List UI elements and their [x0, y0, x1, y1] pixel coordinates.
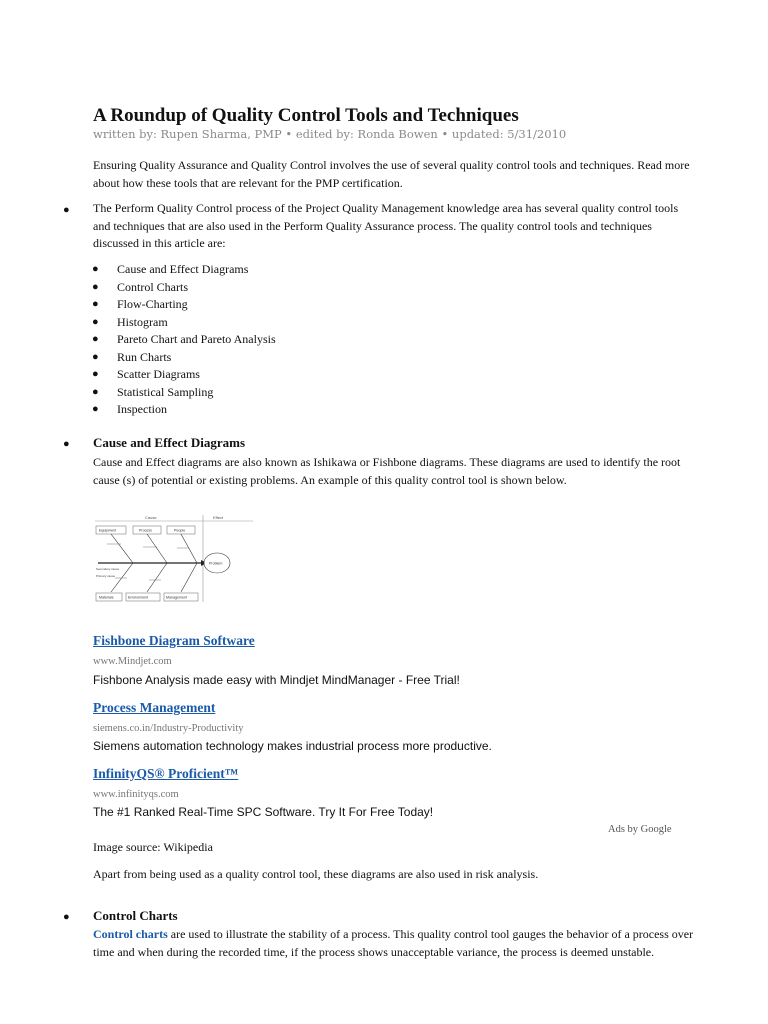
diagram-box-label: Process	[139, 528, 152, 533]
bullet-icon: ●	[92, 333, 99, 345]
control-charts-paragraph	[93, 926, 693, 961]
cause-effect-paragraph	[93, 454, 693, 489]
control-charts-line-1-text: are used to illustrate the stability of a process. This quality control tool gauges the behavior of a process over	[167, 927, 694, 941]
diagram-box-label: Management	[166, 595, 187, 600]
list-item-label: Scatter Diagrams	[117, 367, 200, 381]
control-charts-link[interactable]: Control charts	[93, 927, 168, 941]
risk-analysis-note: Apart from being used as a quality control tool, these diagrams are also used in risk analysis.	[93, 867, 539, 881]
overview-line-2: and techniques that are also used in the Perform Quality Assurance process. The quality control tools and techniques	[93, 218, 652, 233]
diagram-box-label: People	[174, 528, 186, 533]
article-title: A Roundup of Quality Control Tools and Techniques	[93, 105, 519, 126]
image-source-caption: Image source: Wikipedia	[93, 840, 213, 854]
list-item-label: Flow-Charting	[117, 297, 188, 311]
bullet-icon: ●	[92, 403, 99, 415]
ad-url: www.infinityqs.com	[93, 789, 179, 800]
ad-url: www.Mindjet.com	[93, 656, 172, 667]
diagram-problem-label: Problem	[209, 561, 223, 566]
control-charts-line-1	[93, 926, 693, 944]
ad-link-infinityqs[interactable]: InfinityQS® Proficient™	[93, 766, 239, 781]
list-item-label: Cause and Effect Diagrams	[117, 262, 249, 276]
control-charts-line-2: time and when during the recorded time, if the process shows unacceptable variance, the process is deemed unstable.	[93, 944, 655, 959]
bullet-icon: ●	[63, 204, 70, 216]
intro-paragraph	[93, 157, 693, 192]
cause-effect-line-2: cause (s) of potential or existing problems. An example of this quality control tool is shown below.	[93, 472, 567, 487]
diagram-box-label: Materials	[99, 595, 114, 600]
bullet-icon: ●	[63, 911, 70, 923]
bullet-icon: ●	[92, 350, 99, 363]
bullet-icon: ●	[92, 368, 99, 380]
ad-description: Siemens automation technology makes industrial process more productive.	[93, 739, 492, 753]
overview-line-3: discussed in this article are:	[93, 236, 226, 250]
bullet-icon: ●	[92, 298, 99, 310]
intro-line-1: Ensuring Quality Assurance and Quality Control involves the use of several quality control tools and techniques. Read more	[93, 158, 690, 172]
list-item-label: Pareto Chart and Pareto Analysis	[117, 332, 276, 346]
list-item-label: Statistical Sampling	[117, 384, 214, 399]
ad-url: siemens.co.in/Industry-Productivity	[93, 723, 244, 734]
list-item-label: Control Charts	[117, 279, 188, 294]
section-heading-control-charts: Control Charts	[93, 908, 178, 923]
fishbone-diagram	[93, 512, 255, 604]
overview-line-1: The Perform Quality Control process of the Project Quality Management knowledge area has several quality control tools	[93, 201, 679, 215]
diagram-effect-label: Effect	[213, 515, 224, 520]
diagram-box-label: Equipment	[99, 528, 117, 533]
list-item-label: Inspection	[117, 402, 167, 416]
section-heading-cause-effect: Cause and Effect Diagrams	[93, 435, 246, 450]
bullet-icon: ●	[92, 263, 99, 275]
bullet-icon: ●	[92, 280, 99, 293]
ad-link-fishbone-software[interactable]: Fishbone Diagram Software	[93, 633, 255, 648]
intro-line-2: about how these tools that are relevant for the PMP certification.	[93, 175, 403, 190]
diagram-side-label: Primary cause	[96, 574, 116, 578]
cause-effect-line-1: Cause and Effect diagrams are also known as Ishikawa or Fishbone diagrams. These diagrams are used to identify the root	[93, 455, 681, 469]
list-item-label: Run Charts	[117, 349, 172, 364]
ad-description: Fishbone Analysis made easy with Mindjet MindManager - Free Trial!	[93, 673, 460, 687]
diagram-cause-label: Cause	[145, 515, 157, 520]
bullet-icon: ●	[63, 438, 70, 450]
diagram-side-label: Secondary cause	[96, 567, 120, 571]
list-item-label: Histogram	[117, 314, 168, 329]
bullet-icon: ●	[92, 315, 99, 328]
article-byline: written by: Rupen Sharma, PMP • edited by: Ronda Bowen • updated: 5/31/2010	[93, 127, 567, 141]
bullet-icon: ●	[92, 385, 99, 398]
ads-by-google[interactable]: Ads by Google	[608, 824, 672, 835]
ad-link-process-management[interactable]: Process Management	[93, 700, 216, 715]
ad-description: The #1 Ranked Real-Time SPC Software. Try It For Free Today!	[93, 805, 434, 819]
overview-paragraph	[93, 200, 693, 253]
diagram-box-label: Environment	[128, 595, 149, 600]
